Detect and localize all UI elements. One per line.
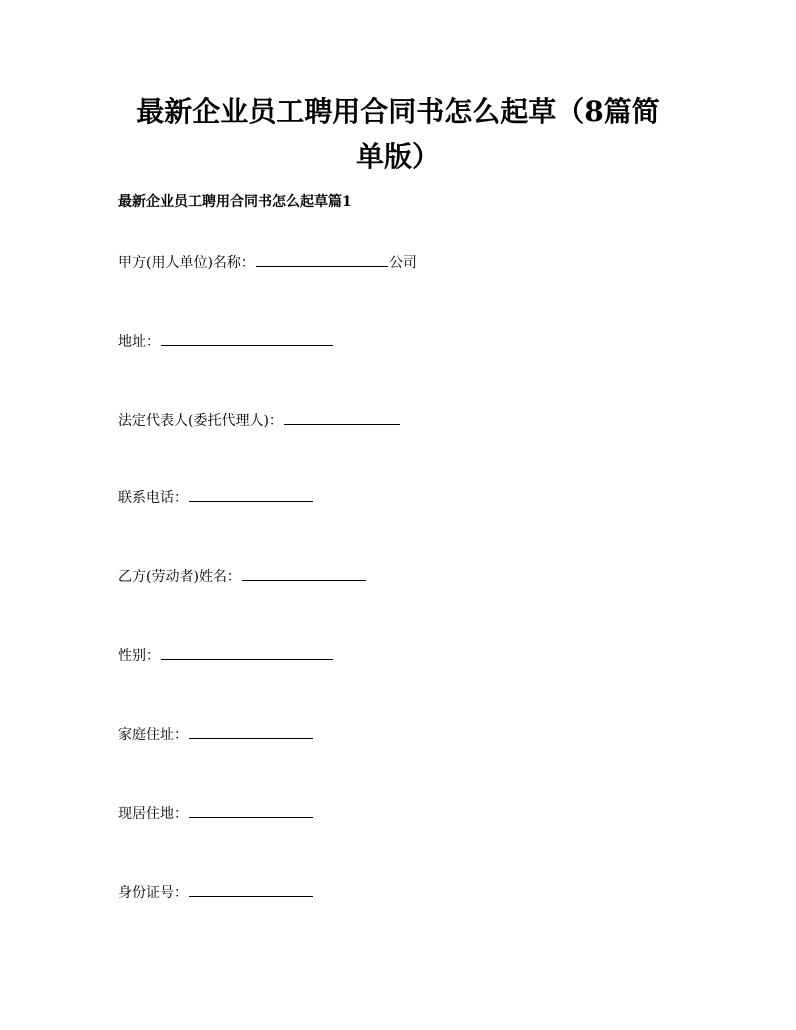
- field-label: 现居住地：: [118, 806, 188, 822]
- fill-in-blank: [161, 645, 333, 660]
- fill-in-blank: [242, 566, 366, 581]
- field-label: 性别：: [118, 648, 160, 664]
- field-id-number: [118, 882, 314, 903]
- fill-in-blank: [161, 331, 333, 346]
- field-label: 联系电话：: [118, 490, 188, 506]
- field-label: 身份证号：: [118, 885, 188, 901]
- fill-in-blank: [284, 410, 400, 425]
- field-employee-name: [118, 566, 367, 587]
- field-address: [118, 331, 334, 352]
- document-title-line-1: 最新企业员工聘用合同书怎么起草（8篇简: [136, 95, 660, 128]
- field-current-residence: [118, 803, 314, 824]
- field-legal-representative: [118, 410, 401, 431]
- fill-in-blank: [189, 487, 313, 502]
- field-label: 法定代表人(委托代理人)：: [118, 413, 283, 429]
- field-label: 乙方(劳动者)姓名：: [118, 569, 241, 585]
- fill-in-blank: [256, 252, 388, 267]
- field-contact-phone: [118, 487, 314, 508]
- section-heading: 最新企业员工聘用合同书怎么起草篇1: [118, 194, 352, 210]
- field-label: 地址：: [118, 334, 160, 350]
- field-employer-name: [118, 252, 417, 273]
- document-title-line-2: 单版）: [355, 140, 440, 173]
- fill-in-blank: [189, 724, 313, 739]
- fill-in-blank: [189, 803, 313, 818]
- field-label: 甲方(用人单位)名称：: [118, 255, 255, 271]
- field-label: 家庭住址：: [118, 727, 188, 743]
- field-gender: [118, 645, 334, 666]
- fill-in-blank: [189, 882, 313, 897]
- field-home-address: [118, 724, 314, 745]
- field-suffix: 公司: [388, 255, 417, 271]
